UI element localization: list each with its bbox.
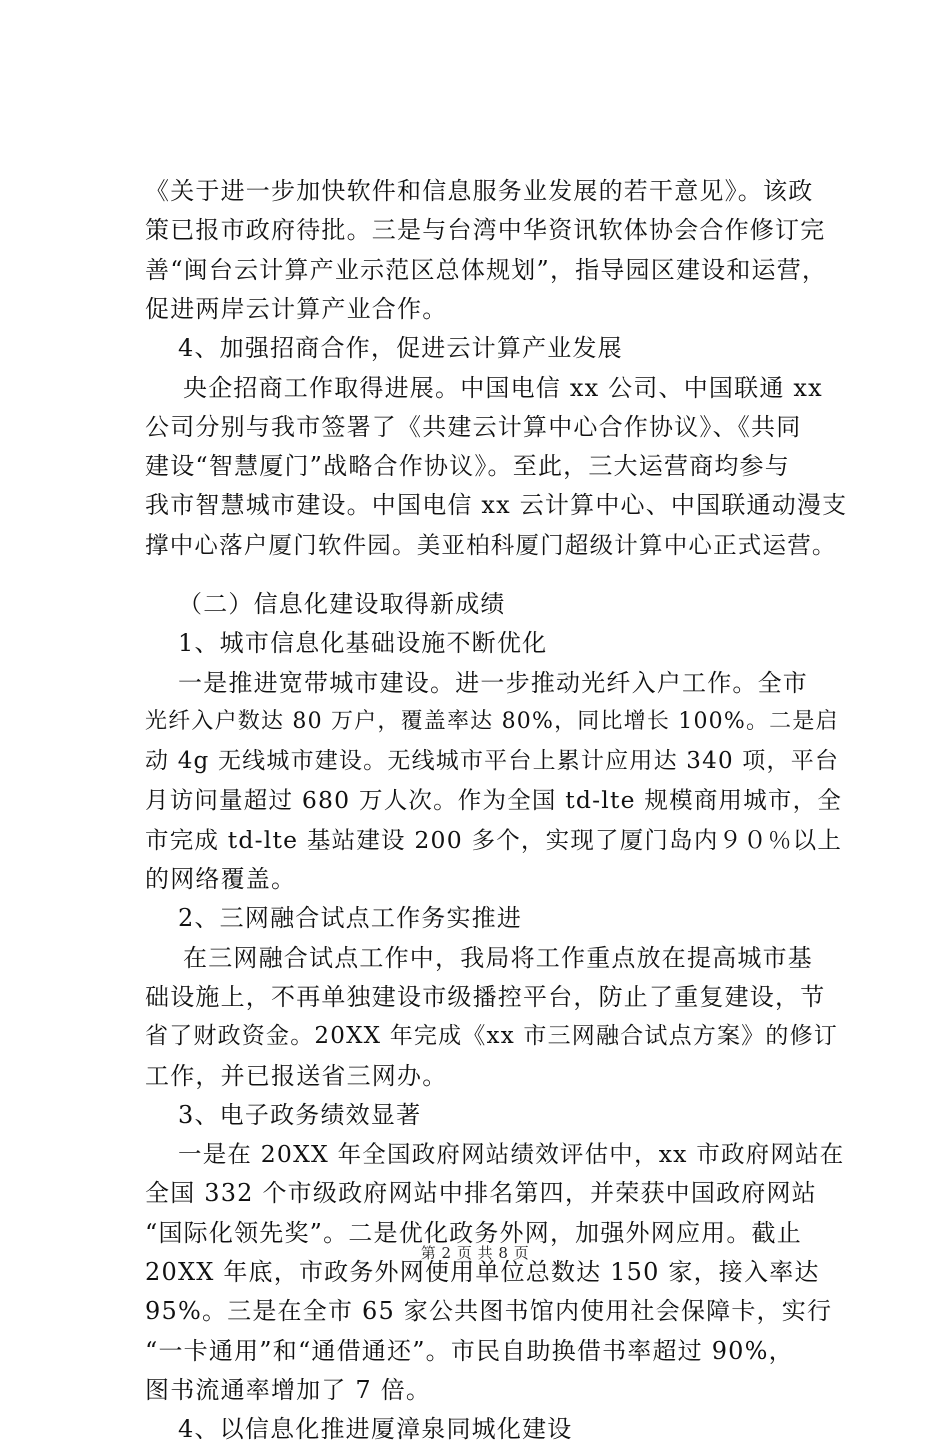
paragraph-line: 建设“智慧厦门”战略合作协议》。至此，三大运营商均参与 — [145, 452, 790, 480]
paragraph-line: 图书流通率增加了 7 倍。 — [145, 1376, 432, 1404]
paragraph-line: 省了财政资金。20XX 年完成《xx 市三网融合试点方案》的修订 — [145, 1023, 838, 1049]
paragraph-line: 促进两岸云计算产业合作。 — [145, 295, 448, 323]
paragraph-line: “国际化领先奖”。二是优化政务外网，加强外网应用。截止 — [145, 1219, 802, 1247]
paragraph-line: 我市智慧城市建设。中国电信 xx 云计算中心、中国联通动漫支 — [145, 491, 848, 519]
subheading-4a: 4、加强招商合作，促进云计算产业发展 — [178, 334, 623, 362]
paragraph-line: “一卡通用”和“通借通还”。市民自助换借书率超过 90%， — [145, 1337, 794, 1365]
section-heading-2: （二）信息化建设取得新成绩 — [178, 590, 506, 618]
paragraph-line: 础设施上，不再单独建设市级播控平台，防止了重复建设，节 — [145, 983, 826, 1011]
paragraph-line: 20XX 年底，市政务外网使用单位总数达 150 家，接入率达 — [145, 1258, 820, 1286]
subheading-1: 1、城市信息化基础设施不断优化 — [178, 629, 548, 657]
subheading-2: 2、三网融合试点工作务实推进 — [178, 904, 523, 932]
paragraph-line: 策已报市政府待批。三是与台湾中华资讯软体协会合作修订完 — [145, 216, 826, 244]
page-footer: 第 2 页 共 8 页 — [420, 1244, 530, 1262]
paragraph-line: 《关于进一步加快软件和信息服务业发展的若干意见》。该政 — [145, 177, 814, 205]
paragraph-line: 月访问量超过 680 万人次。作为全国 td-lte 规模商用城市，全 — [145, 786, 843, 814]
paragraph-line: 一是在 20XX 年全国政府网站绩效评估中，xx 市政府网站在 — [178, 1140, 845, 1168]
paragraph-line: 工作，并已报送省三网办。 — [145, 1062, 448, 1090]
paragraph-line: 善“闽台云计算产业示范区总体规划”，指导园区建设和运营， — [145, 256, 828, 284]
paragraph-line: 央企招商工作取得进展。中国电信 xx 公司、中国联通 xx — [183, 374, 823, 402]
subheading-3: 3、电子政务绩效显著 — [178, 1101, 422, 1129]
paragraph-line: 光纤入户数达 80 万户，覆盖率达 80%，同比增长 100%。二是启 — [145, 709, 839, 734]
paragraph-line: 95%。三是在全市 65 家公共图书馆内使用社会保障卡，实行 — [145, 1297, 833, 1325]
subheading-4b: 4、以信息化推进厦漳泉同城化建设 — [178, 1415, 573, 1443]
paragraph-line: 市完成 td-lte 基站建设 200 多个，实现了厦门岛内９０％以上 — [145, 826, 843, 854]
paragraph-line: 撑中心落户厦门软件园。美亚柏科厦门超级计算中心正式运营。 — [145, 531, 837, 559]
paragraph-line: 动 4g 无线城市建设。无线城市平台上累计应用达 340 项，平台 — [145, 748, 840, 774]
paragraph-line: 公司分别与我市签署了《共建云计算中心合作协议》、《共同 — [145, 413, 802, 441]
paragraph-line: 在三网融合试点工作中，我局将工作重点放在提高城市基 — [183, 944, 813, 972]
paragraph-line: 一是推进宽带城市建设。进一步推动光纤入户工作。全市 — [178, 669, 808, 697]
paragraph-line: 的网络覆盖。 — [145, 865, 297, 893]
paragraph-line: 全国 332 个市级政府网站中排名第四，并荣获中国政府网站 — [145, 1179, 817, 1207]
